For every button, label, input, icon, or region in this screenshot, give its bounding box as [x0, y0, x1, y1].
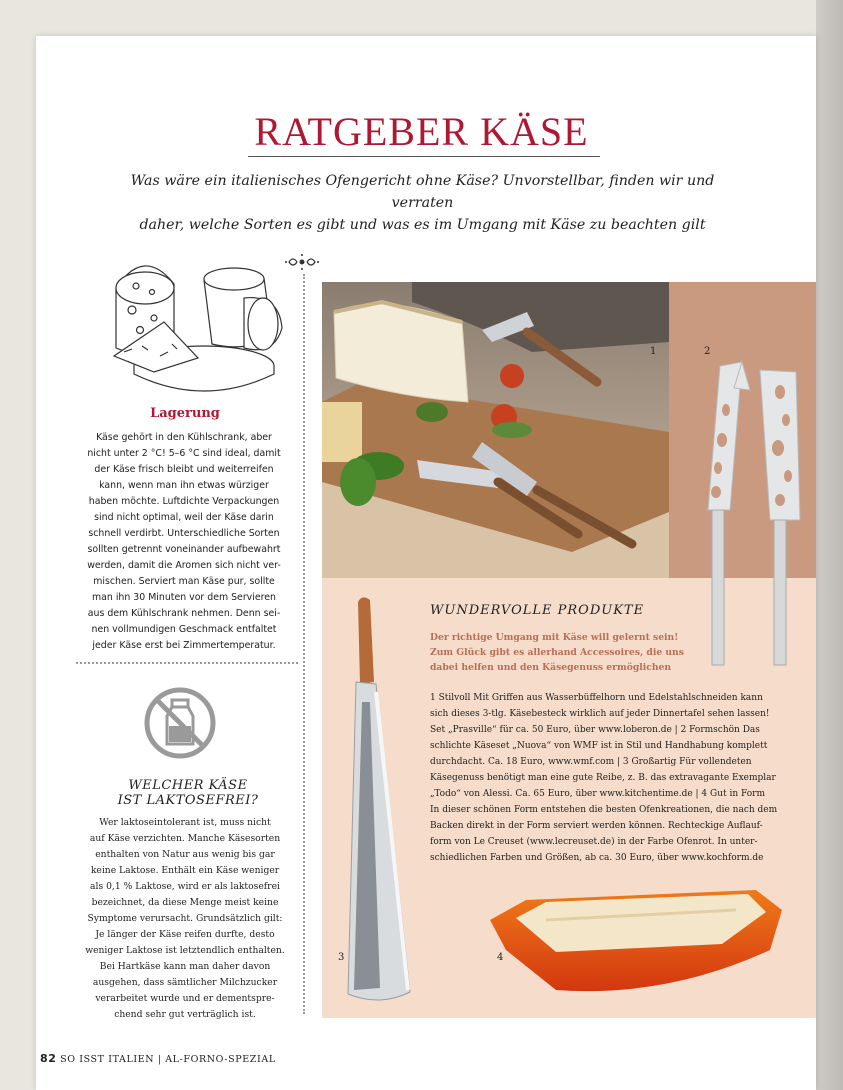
text-line: Set „Prasville“ für ca. 50 Euro, über www.loberon.de | 2 Formschön Das — [430, 725, 760, 735]
text-line: bezeichnet, da diese Menge meist keine — [91, 897, 279, 908]
text-line: schnell verdirbt. Unterschiedliche Sorten — [88, 528, 280, 539]
produkte-text — [430, 690, 790, 866]
le-creuset-dish-image — [486, 880, 786, 1000]
footer-text: SO ISST ITALIEN | AL-FORNO-SPEZIAL — [60, 1054, 276, 1065]
laktose-heading-line: IST LAKTOSEFREI? — [117, 793, 259, 808]
text-line: Je länger der Käse reifen durfte, desto — [95, 929, 275, 940]
text-line: sich dieses 3-tlg. Käsebesteck wirklich auf jeder Dinnertafel sehen lassen! — [430, 709, 770, 719]
text-line: Der richtige Umgang mit Käse will gelernt sein! — [430, 632, 679, 643]
produkte-intro — [430, 630, 690, 675]
text-line: auf Käse verzichten. Manche Käsesorten — [89, 833, 281, 844]
text-line: dabei helfen und den Käsegenuss ermöglichen — [430, 662, 672, 673]
text-line: Käse gehört in den Kühlschrank, aber — [96, 432, 272, 443]
text-line: nen vollmundigen Geschmack entfaltet — [91, 624, 277, 635]
product-number: 1 — [650, 346, 657, 357]
text-line: sind nicht optimal, weil der Käse darin — [94, 512, 274, 523]
text-line: schlichte Käseset „Nuova“ von WMF ist in Stil und Handhabung komplett — [430, 741, 768, 751]
section-divider — [76, 662, 298, 664]
text-line: haben möchte. Luftdichte Verpackungen — [88, 496, 280, 507]
laktose-heading-line: WELCHER KÄSE — [128, 778, 248, 793]
text-line: ausgehen, dass sämtlicher Milchzucker — [92, 977, 278, 988]
laktose-text — [70, 815, 300, 1023]
no-milk-icon — [143, 686, 217, 760]
wmf-knife-set-image — [700, 360, 810, 670]
text-line: keine Laktose. Enthält ein Käse weniger — [90, 865, 280, 876]
subtitle-line: daher, welche Sorten es gibt und was es im Umgang mit Käse zu beachten gilt — [139, 217, 706, 233]
text-line: als 0,1 % Laktose, wird er als laktosefrei — [90, 881, 280, 892]
lagerung-heading: Lagerung — [150, 406, 220, 421]
text-line: sollten getrennt voneinander aufbewahrt — [87, 544, 281, 555]
text-line: weniger Laktose ist letztendlich enthalten. — [85, 945, 285, 956]
text-line: Zum Glück gibt es allerhand Accessoires, die uns — [430, 647, 684, 658]
subtitle-line: Was wäre ein italienisches Ofengericht ohne Käse? Unvorstellbar, finden wir und verraten — [130, 173, 715, 211]
product-number: 3 — [338, 952, 345, 963]
text-line: Käsegenuss benötigt man eine gute Reibe, z. B. das extravagante Exemplar — [430, 773, 776, 783]
product-number: 4 — [497, 952, 504, 963]
page-footer — [40, 1052, 276, 1065]
column-divider — [303, 274, 305, 1014]
text-line: kann, wenn man ihn etwas würziger — [99, 480, 269, 491]
text-line: Backen direkt in der Form serviert werden können. Rechteckige Auflauf- — [430, 821, 763, 831]
page-title: RATGEBER KÄSE — [254, 109, 589, 154]
produkte-heading: WUNDERVOLLE PRODUKTE — [430, 603, 645, 618]
text-line: chend sehr gut verträglich ist. — [114, 1009, 256, 1020]
text-line: Wer laktoseintolerant ist, muss nicht — [99, 817, 271, 828]
text-line: schiedlichen Farben und Größen, ab ca. 30 Euro, über www.kochform.de — [430, 853, 764, 863]
cheese-illustration — [94, 248, 294, 398]
text-line: man ihn 30 Minuten vor dem Servieren — [92, 592, 276, 603]
cheese-board-photo — [322, 282, 669, 578]
text-line: verarbeitet wurde und er dementspre- — [95, 993, 275, 1004]
title-rule — [248, 156, 600, 157]
text-line: nicht unter 2 °C! 5–6 °C sind ideal, damit — [87, 448, 281, 459]
text-line: enthalten von Natur aus wenig bis gar — [95, 849, 275, 860]
product-number: 2 — [704, 346, 711, 357]
text-line: jeder Käse erst bei Zimmertemperatur. — [92, 640, 276, 651]
alessi-grater-image — [340, 592, 420, 1012]
text-line: In dieser schönen Form entstehen die besten Ofenkreationen, die nach dem — [430, 805, 778, 815]
text-line: durchdacht. Ca. 18 Euro, www.wmf.com | 3 Großartig Für vollendeten — [430, 757, 752, 767]
lagerung-text — [66, 430, 302, 654]
text-line: aus dem Kühlschrank nehmen. Denn sei- — [87, 608, 281, 619]
text-line: der Käse frisch bleibt und weiterreifen — [94, 464, 274, 475]
page-number: 82 — [40, 1052, 57, 1065]
text-line: „Todo“ von Alessi. Ca. 65 Euro, über www.kitchentime.de | 4 Gut in Form — [430, 789, 766, 799]
page-edge-shadow — [816, 0, 843, 1090]
text-line: 1 Stilvoll Mit Griffen aus Wasserbüffelhorn und Edelstahlschneiden kann — [430, 693, 763, 703]
laktose-heading — [88, 778, 288, 808]
text-line: mischen. Serviert man Käse pur, sollte — [93, 576, 275, 587]
page-subtitle — [110, 170, 735, 236]
text-line: werden, damit die Aromen sich nicht ver- — [87, 560, 281, 571]
text-line: form von Le Creuset (www.lecreuset.de) in der Farbe Ofenrot. In unter- — [430, 837, 758, 847]
text-line: Bei Hartkäse kann man daher davon — [99, 961, 271, 972]
text-line: Symptome verursacht. Grundsätzlich gilt: — [87, 913, 283, 924]
